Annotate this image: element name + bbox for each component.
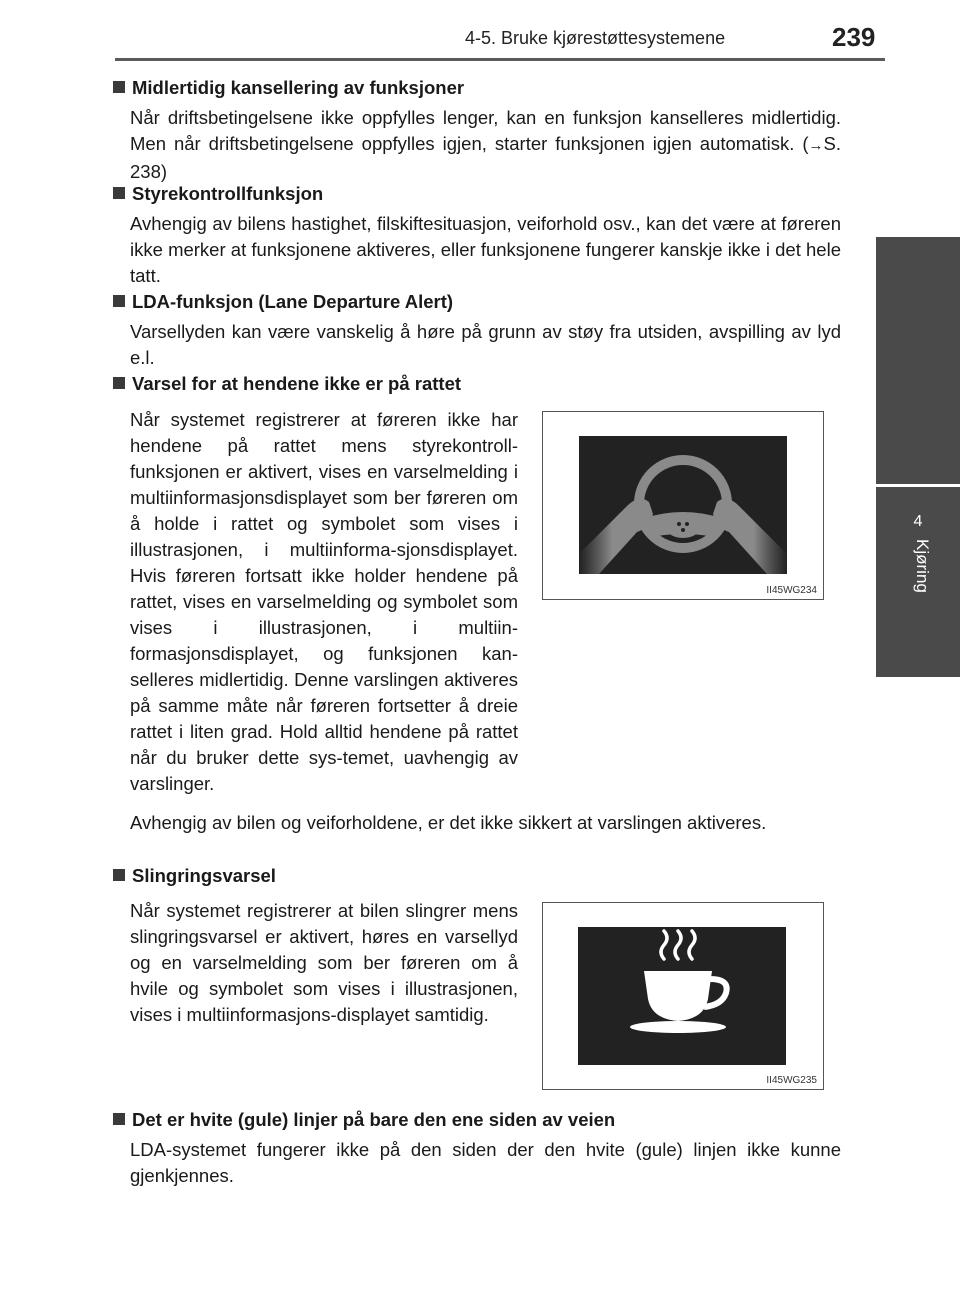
- display-screen: [578, 927, 786, 1065]
- page-reference[interactable]: S. 238): [130, 133, 841, 182]
- section-title: Midlertidig kansellering av funksjoner: [113, 75, 841, 101]
- section-body: Avhengig av bilen og veiforholdene, er det ikke sikkert at varslingen aktiveres.: [130, 812, 767, 833]
- section-body: Varsellyden kan være vanskelig å høre på grunn av støy fra utsiden, avspilling av lyd e.l.: [130, 321, 841, 368]
- section-body: Avhengig av bilens hastighet, filskiftesituasjon, veiforhold osv., kan det være at føreren ikke merker at funksjonene aktiveres, eller funksjonene fungerer kanskje ikke i det hele tatt.: [130, 213, 841, 286]
- square-bullet-icon: [113, 81, 125, 93]
- figure-coffee-cup: [542, 902, 824, 1090]
- display-screen: [579, 436, 787, 574]
- section-sway-warning: [113, 863, 841, 889]
- chapter-name: Kjøring: [913, 539, 932, 593]
- section-one-sided-lines: [113, 1107, 841, 1189]
- chapter-number: 4: [913, 513, 923, 530]
- section-body: LDA-systemet fungerer ikke på den siden der den hvite (gule) linjen ikke kunne gjenkjennes.: [130, 1139, 841, 1186]
- hands-off-description: Når systemet registrerer at føreren ikke har hendene på rattet mens styrekontroll-funksjonen er aktivert, vises en varselmelding i multiinformasjonsdisplayet som ber føreren om å holde i rattet og symbolet som vises i illustrasjonen, i multiinforma-sjonsdisplayet. Hvis føreren fortsatt ikke holder hendene på rattet, vises en varselmelding og symbolet som vises i illustrasjonen, i multiin-formasjonsdisplayet, og funksjonen kan-selleres midlertidig. Denne varslingen aktiveres på samme måte når føreren fortsetter å dreie rattet i liten grad. Hold alltid hendene på rattet når du bruker dette sys-temet, uavhengig av varslinger.: [130, 409, 518, 794]
- arrow-right-icon: →: [808, 137, 824, 154]
- square-bullet-icon: [113, 295, 125, 307]
- figure-code: II45WG234: [766, 585, 817, 596]
- section-body: Når driftsbetingelsene ikke oppfylles lenger, kan en funksjon kanselleres midlertidig. Men når driftsbetingelsene oppfylles igjen, starter funksjonen igjen automatisk. (→S. 238): [130, 107, 841, 182]
- square-bullet-icon: [113, 869, 125, 881]
- section-title: Styrekontrollfunksjon: [113, 181, 841, 207]
- running-header: 4-5. Bruke kjørestøttesystemene: [465, 28, 726, 48]
- section-hands-off-alert: [113, 371, 841, 397]
- square-bullet-icon: [113, 377, 125, 389]
- coffee-cup-icon: [578, 927, 786, 1065]
- header-rule: [115, 58, 885, 61]
- section-steering-control: [113, 181, 841, 289]
- chapter-tab: [876, 237, 960, 677]
- figure-code: II45WG235: [766, 1075, 817, 1086]
- chapter-tab-divider: [876, 484, 960, 487]
- section-title: Varsel for at hendene ikke er på rattet: [113, 371, 841, 397]
- hands-off-note: [113, 810, 841, 836]
- sway-description: Når systemet registrerer at bilen slingrer mens slingringsvarsel er aktivert, høres en varsellyd og en varselmelding som ber føreren om å hvile og symbolet som vises i illustrasjonen, vises i multiinformasjons-displayet samtidig.: [130, 900, 518, 1025]
- square-bullet-icon: [113, 1113, 125, 1125]
- section-lda-function: [113, 289, 841, 371]
- page-number: 239: [832, 22, 876, 52]
- section-title: Slingringsvarsel: [113, 863, 841, 889]
- square-bullet-icon: [113, 187, 125, 199]
- figure-hands-on-wheel: [542, 411, 824, 600]
- section-temporary-cancel: [113, 75, 841, 185]
- section-title: Det er hvite (gule) linjer på bare den ene siden av veien: [113, 1107, 841, 1133]
- hands-on-wheel-icon: [579, 436, 787, 574]
- section-title: LDA-funksjon (Lane Departure Alert): [113, 289, 841, 315]
